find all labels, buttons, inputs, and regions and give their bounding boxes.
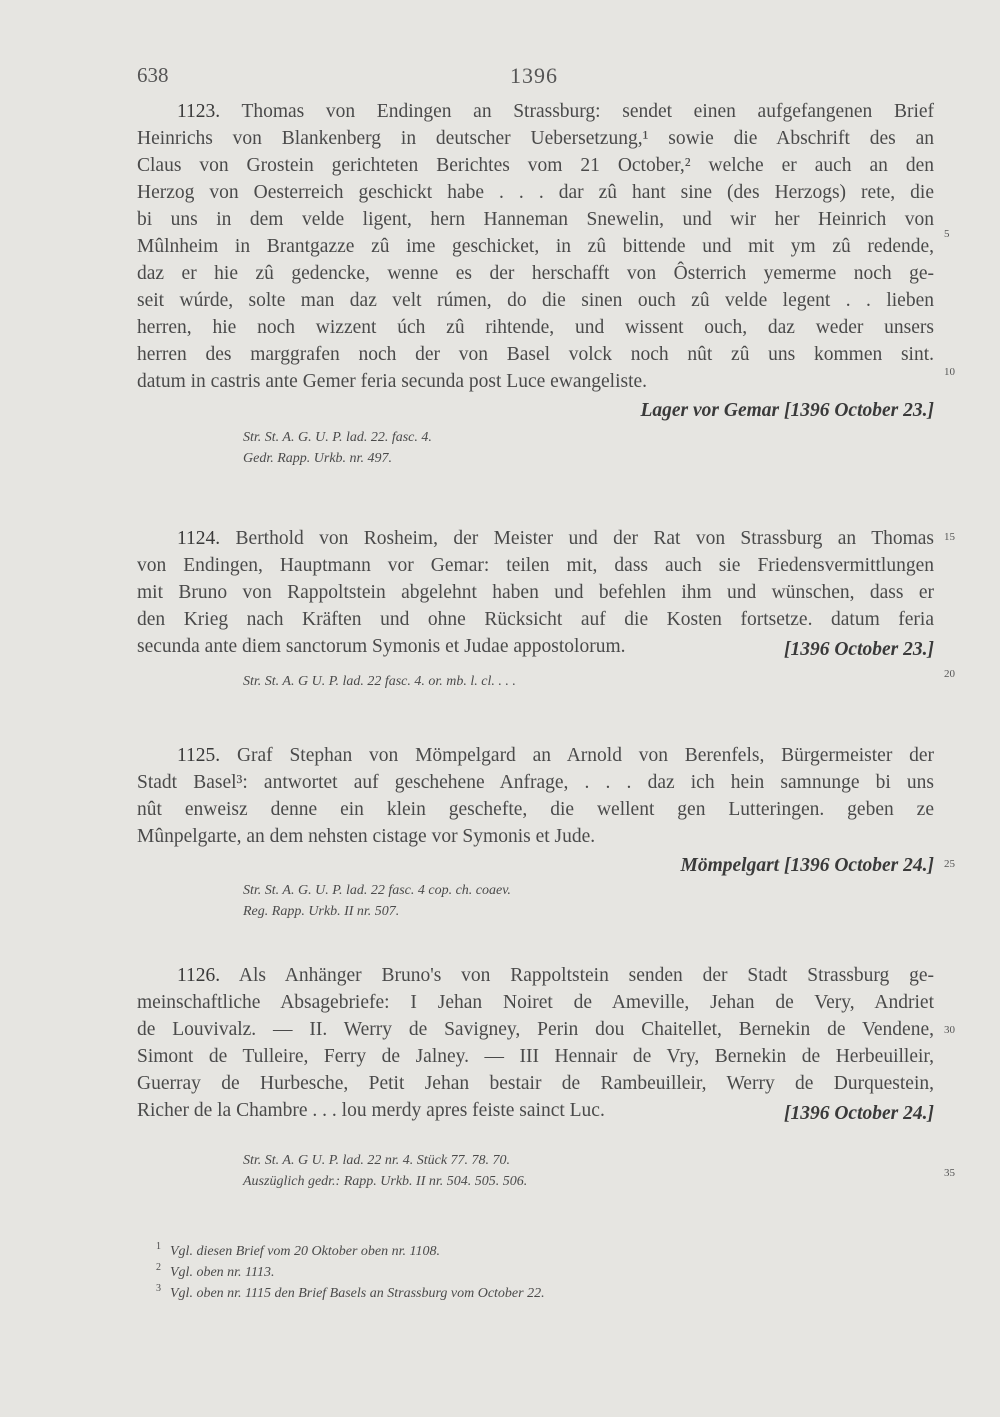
entry-first-line: 1125. Graf Stephan von Mömpelgard an Arnold von Berenfels, Bürgermeister der	[177, 745, 934, 766]
entry-line: seit wúrde, solte man daz velt rúmen, do die sinen ouch zû velde legent . . lieben	[137, 290, 934, 311]
entry-line: meinschaftliche Absagebriefe: I Jehan Noiret de Ameville, Jehan de Very, Andriet	[137, 992, 934, 1013]
entry-date: Mömpelgart [1396 October 24.]	[680, 855, 934, 876]
footnote	[156, 1241, 440, 1260]
source-citation: Auszüglich gedr.: Rapp. Urkb. II nr. 504. 505. 506.	[243, 1174, 528, 1189]
margin-line-number: 20	[944, 668, 955, 680]
entry-line: de Louvivalz. — II. Werry de Savigney, Perin dou Chaitellet, Bernekin de Vendene,	[137, 1019, 934, 1040]
margin-line-number: 10	[944, 366, 955, 378]
footnote-text: Vgl. oben nr. 1113.	[170, 1265, 275, 1280]
margin-line-number: 30	[944, 1024, 955, 1036]
footnote-mark: 2	[156, 1262, 161, 1273]
entry-number: 1123.	[177, 101, 221, 122]
entry-number: 1126.	[177, 965, 221, 986]
margin-line-number: 35	[944, 1167, 955, 1179]
entry-line: bi uns in dem velde ligent, hern Hanneman Snewelin, und wir her Heinrich von	[137, 209, 934, 230]
running-year: 1396	[510, 63, 558, 88]
entry-line: herren des marggrafen noch der von Basel volck noch nût zû uns kommen sint.	[137, 344, 934, 365]
entry-line: Guerray de Hurbesche, Petit Jehan bestair de Rambeuilleir, Werry de Durquestein,	[137, 1073, 934, 1094]
entry-number: 1125.	[177, 745, 221, 766]
entry-line: Herzog von Oesterreich geschickt habe . . . dar zû hant sine (des Herzogs) rete, die	[137, 182, 934, 203]
margin-line-number: 15	[944, 531, 955, 543]
footnote-text: Vgl. oben nr. 1115 den Brief Basels an Strassburg vom October 22.	[170, 1286, 545, 1301]
entry-date: Lager vor Gemar [1396 October 23.]	[640, 400, 934, 421]
entry-number: 1124.	[177, 528, 221, 549]
entry-line: herren, hie noch wizzent úch zû rihtende, und wissent ouch, daz weder unsers	[137, 317, 934, 338]
footnote-mark: 3	[156, 1283, 161, 1294]
entry-first-line: 1126. Als Anhänger Bruno's von Rappoltstein senden der Stadt Strassburg ge-	[177, 965, 934, 986]
source-citation: Str. St. A. G U. P. lad. 22 fasc. 4. or. mb. l. cl. . . .	[243, 674, 516, 689]
entry-line: von Endingen, Hauptmann vor Gemar: teilen mit, dass auch sie Friedensvermittlungen	[137, 555, 934, 576]
source-citation: Str. St. A. G. U. P. lad. 22. fasc. 4.	[243, 430, 432, 445]
entry-first-line: 1124. Berthold von Rosheim, der Meister und der Rat von Strassburg an Thomas	[177, 528, 935, 549]
entry-line: Simont de Tulleire, Ferry de Jalney. — III Hennair de Vry, Bernekin de Herbeuilleir,	[137, 1046, 934, 1067]
footnote	[156, 1283, 545, 1302]
entry-line: daz er hie zû gedencke, wenne es der herschafft von Ôsterrich yemerme noch ge-	[137, 263, 934, 284]
entry-line: secunda ante diem sanctorum Symonis et Judae appostolorum.	[137, 636, 626, 657]
entry-line: Mûlnheim in Brantgazze zû ime geschicket, in zû bittende und mit ym zû redende,	[137, 236, 934, 257]
entry-line: Mûnpelgarte, an dem nehsten cistage vor Symonis et Jude.	[137, 826, 596, 847]
entry-line: den Krieg nach Kräften und ohne Rücksicht auf die Kosten fortsetze. datum feria	[137, 609, 934, 630]
footnote-text: Vgl. diesen Brief vom 20 Oktober oben nr. 1108.	[170, 1244, 440, 1259]
source-citation: Str. St. A. G. U. P. lad. 22 fasc. 4 cop. ch. coaev.	[243, 883, 511, 898]
page-number: 638	[137, 63, 169, 87]
entry-date: [1396 October 23.]	[783, 639, 934, 660]
footnote-mark: 1	[156, 1241, 161, 1252]
source-citation: Gedr. Rapp. Urkb. nr. 497.	[243, 451, 392, 466]
source-citation: Str. St. A. G U. P. lad. 22 nr. 4. Stück 77. 78. 70.	[243, 1153, 511, 1168]
entry-date: [1396 October 24.]	[783, 1103, 934, 1124]
entry-line: Claus von Grostein gerichteten Berichtes vom 21 October,² welche er auch an den	[137, 155, 934, 176]
source-citation: Reg. Rapp. Urkb. II nr. 507.	[243, 904, 400, 919]
entry-line: Stadt Basel³: antwortet auf geschehene Anfrage, . . . daz ich hein samnunge bi uns	[137, 772, 934, 793]
entry-first-line: 1123. Thomas von Endingen an Strassburg: sendet einen aufgefangenen Brief	[177, 101, 935, 122]
footnote	[156, 1262, 275, 1281]
entry-line: datum in castris ante Gemer feria secunda post Luce ewangeliste.	[137, 371, 648, 392]
entry-line: Richer de la Chambre . . . lou merdy apres feiste sainct Luc.	[137, 1100, 605, 1121]
entry-line: nût enweisz denne ein klein geschefte, die wellent gen Lutteringen. geben ze	[137, 799, 934, 820]
entry-line: mit Bruno von Rappoltstein abgelehnt haben und befehlen ihm und wünschen, dass er	[137, 582, 934, 603]
margin-line-number: 5	[944, 228, 950, 240]
entry-line: Heinrichs von Blankenberg in deutscher Uebersetzung,¹ sowie die Abschrift des an	[137, 128, 934, 149]
margin-line-number: 25	[944, 858, 955, 870]
